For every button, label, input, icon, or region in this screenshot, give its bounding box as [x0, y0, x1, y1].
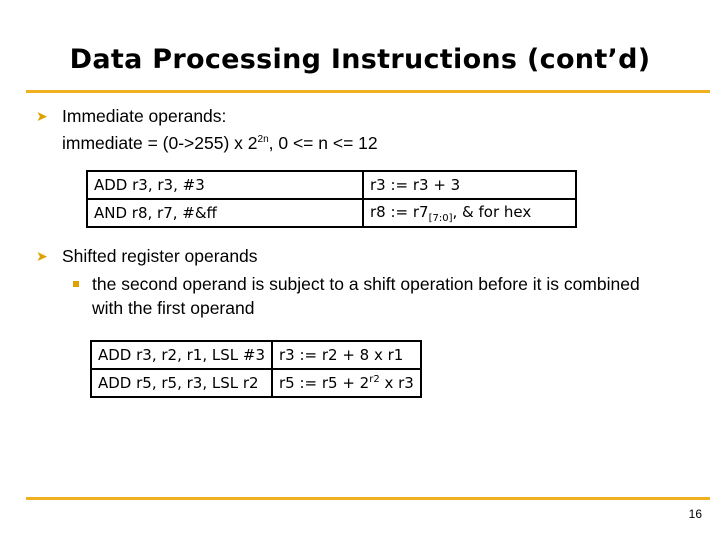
sub-bullet	[73, 272, 673, 320]
table-row	[87, 199, 576, 227]
formula-text: immediate = (0->255) x 2	[62, 132, 258, 153]
bullet-line: Immediate operands:	[62, 106, 227, 126]
sub-bullet-text: the second operand is subject to a shift operation before it is combined with the first operand	[92, 274, 640, 318]
table-row	[91, 341, 421, 369]
effect-cell	[363, 199, 576, 227]
square-bullet-icon	[73, 281, 79, 287]
footer-divider	[26, 497, 710, 500]
table-row	[87, 171, 576, 199]
formula-range: , 0 <= n <= 12	[268, 132, 378, 153]
arrow-bullet-icon: ➤	[36, 248, 48, 264]
bullet-line-formula	[36, 128, 378, 155]
effect-note: , & for hex	[452, 202, 532, 221]
table-row	[91, 369, 421, 397]
bullet-shifted-register	[36, 244, 258, 268]
effect-text: r8 := r7	[370, 202, 429, 221]
effect-exponent: r2	[369, 374, 380, 385]
page-number: 16	[688, 507, 702, 521]
bullet-immediate-operands	[36, 104, 378, 155]
instruction-cell: ADD r3, r2, r1, LSL #3	[91, 341, 272, 369]
title-divider	[26, 90, 710, 93]
effect-text: r5 := r5 + 2	[279, 374, 370, 392]
effect-cell: r3 := r2 + 8 x r1	[272, 341, 421, 369]
formula-exponent: 2n	[257, 134, 269, 145]
instruction-cell: ADD r3, r3, #3	[87, 171, 363, 199]
instruction-cell: ADD r5, r5, r3, LSL r2	[91, 369, 272, 397]
effect-cell	[272, 369, 421, 397]
bullet-line: Shifted register operands	[62, 246, 258, 266]
effect-subscript: [7:0]	[428, 212, 453, 224]
arrow-bullet-icon: ➤	[36, 108, 48, 124]
effect-cell: r3 := r3 + 3	[363, 171, 576, 199]
immediate-operands-table	[86, 170, 577, 228]
slide-title: Data Processing Instructions (cont’d)	[69, 44, 651, 75]
effect-tail: x r3	[379, 374, 414, 392]
instruction-cell: AND r8, r7, #&ff	[87, 199, 363, 227]
shifted-operands-table	[90, 340, 422, 398]
